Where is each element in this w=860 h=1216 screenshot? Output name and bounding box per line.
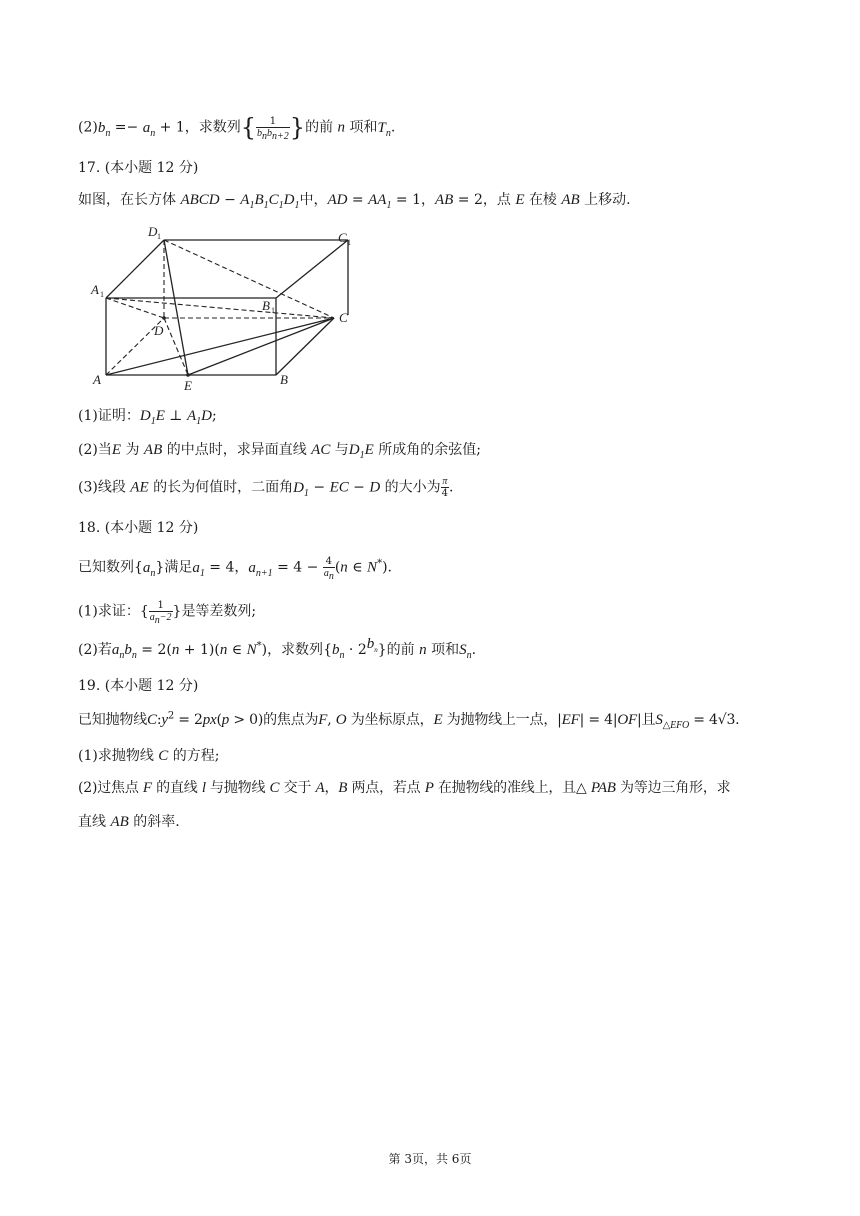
q18-header: 18. (本小题 12 分): [78, 520, 199, 536]
svg-text:1: 1: [347, 238, 351, 247]
q17-part1: (1)证明：$D_1E$ ⊥ $A_1D$;: [78, 408, 217, 427]
label-a: A: [93, 372, 101, 387]
label-d1: D: [148, 224, 158, 239]
label-e: E: [184, 378, 192, 393]
cuboid-figure: [86, 222, 386, 394]
q17-part3: (3)线段 AE 的长为何值时，二面角$D_1$ − EC − D 的大小为 $\frac{\pi}{4}$ .: [78, 476, 454, 499]
q18-intro: 已知数列$\{a_n\}$满足$a_1 = 4$，$a_{n+1} = 4$ − $\frac{4}{a_n}$ (n ∈ N*).: [78, 556, 392, 582]
q17-part2: (2)当E 为 AB 的中点时，求异面直线 AC 与$D_1E$ 所成角的余弦值;: [78, 442, 481, 461]
q18-part1: (1)求证：{ $\frac{1}{a_n-2}$ }是等差数列;: [78, 600, 257, 626]
svg-text:1: 1: [271, 306, 275, 315]
page-footer: 第 3页，共 6页: [388, 1152, 472, 1166]
label-a1: A: [91, 282, 99, 297]
label-b: B: [280, 372, 288, 387]
q19-intro: 已知抛物线$C:y^2 = 2px(p > 0)$的焦点为F, O 为坐标原点，E 为抛物线上一点，|EF| = 4|OF|且$S_{\triangle EFO} = 4√3$.: [78, 710, 740, 731]
q17-header: 17. (本小题 12 分): [78, 160, 199, 176]
svg-text:1: 1: [157, 232, 161, 241]
q19-part2: (2)过焦点 F 的直线 l 与抛物线 C 交于 A，B 两点，若点 P 在抛物线的准线上，且△ PAB 为等边三角形，求: [78, 780, 731, 796]
q16-part2: $(2)b_n =- a_n + 1$，求数列{ $\frac{1}{b_nb_{n+2}}$ }的前 n 项和$T_n$.: [78, 113, 396, 142]
label-c1: C: [338, 230, 347, 245]
q19-part2-cont: 直线 AB 的斜率.: [78, 814, 180, 830]
label-b1: B: [262, 298, 270, 313]
q19-header: 19. (本小题 12 分): [78, 678, 199, 694]
svg-text:1: 1: [100, 290, 104, 299]
q17-intro: 如图，在长方体 ABCD − $A_1B_1C_1D_1$中，AD = $AA_1 = 1$，AB = 2，点 E 在棱 AB 上移动.: [78, 192, 631, 211]
label-d: D: [154, 323, 164, 338]
q19-part1: (1)求抛物线 C 的方程;: [78, 748, 220, 764]
label-c: C: [339, 310, 348, 325]
q18-part2: (2)若$a_nb_n = 2(n + 1)(n$ ∈ N*)，求数列$\{b_n \cdot 2^{b_n}\}$的前 n 项和$S_n$.: [78, 636, 477, 661]
